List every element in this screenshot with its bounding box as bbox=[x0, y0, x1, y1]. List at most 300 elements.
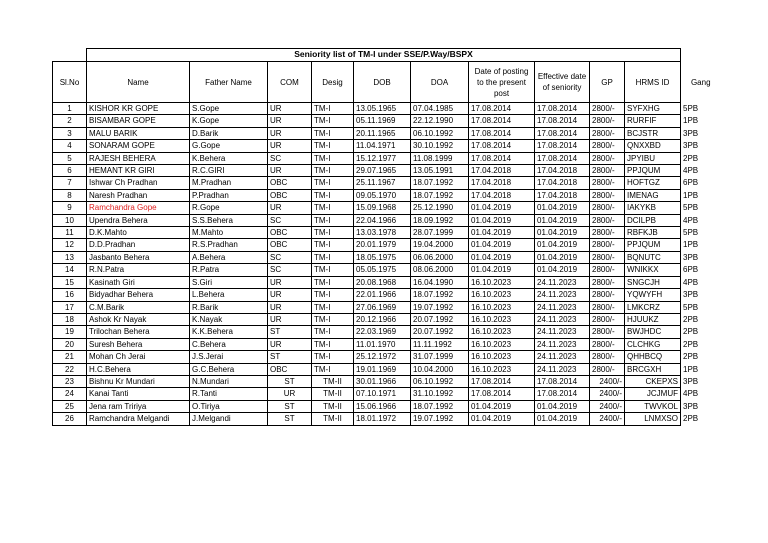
col-header-desig: Desig bbox=[312, 62, 354, 103]
cell-gang: 5PB bbox=[681, 227, 721, 239]
cell-effective: 01.04.2019 bbox=[535, 251, 590, 263]
cell-effective: 01.04.2019 bbox=[535, 214, 590, 226]
cell-effective: 24.11.2023 bbox=[535, 289, 590, 301]
table-row bbox=[53, 400, 721, 412]
cell-gang: 4PB bbox=[681, 276, 721, 288]
cell-name: Kasinath Giri bbox=[87, 276, 190, 288]
cell-gang: 2PB bbox=[681, 413, 721, 425]
cell-dob: 15.12.1977 bbox=[354, 152, 411, 164]
cell-sl: 12 bbox=[53, 239, 87, 251]
cell-father: R.C.GIRI bbox=[190, 165, 268, 177]
cell-gang: 5PB bbox=[681, 301, 721, 313]
cell-father: R.Patra bbox=[190, 264, 268, 276]
cell-desig: TM-I bbox=[312, 202, 354, 214]
cell-com: OBC bbox=[268, 363, 312, 375]
cell-gang: 3PB bbox=[681, 127, 721, 139]
cell-doa: 07.04.1985 bbox=[411, 103, 469, 115]
cell-gp: 2800/- bbox=[590, 165, 625, 177]
cell-posting: 17.08.2014 bbox=[469, 103, 535, 115]
cell-posting: 17.08.2014 bbox=[469, 127, 535, 139]
cell-gang: 1PB bbox=[681, 115, 721, 127]
cell-doa: 18.07.1992 bbox=[411, 189, 469, 201]
cell-sl: 26 bbox=[53, 413, 87, 425]
cell-sl: 20 bbox=[53, 338, 87, 350]
cell-dob: 25.11.1967 bbox=[354, 177, 411, 189]
col-header-slno: Sl.No bbox=[53, 62, 87, 103]
cell-dob: 25.12.1972 bbox=[354, 351, 411, 363]
col-header-dob: DOB bbox=[354, 62, 411, 103]
cell-effective: 24.11.2023 bbox=[535, 351, 590, 363]
table-row bbox=[53, 165, 721, 177]
cell-hrms: DCILPB bbox=[625, 214, 681, 226]
cell-com: ST bbox=[268, 351, 312, 363]
cell-posting: 16.10.2023 bbox=[469, 338, 535, 350]
cell-com: UR bbox=[268, 165, 312, 177]
cell-posting: 01.04.2019 bbox=[469, 264, 535, 276]
cell-dob: 05.11.1969 bbox=[354, 115, 411, 127]
cell-father: C.Behera bbox=[190, 338, 268, 350]
cell-doa: 31.07.1999 bbox=[411, 351, 469, 363]
cell-name: Jena ram Tririya bbox=[87, 400, 190, 412]
table-row bbox=[53, 413, 721, 425]
cell-name: Ashok Kr Nayak bbox=[87, 313, 190, 325]
cell-dob: 20.01.1979 bbox=[354, 239, 411, 251]
cell-name: Jasbanto Behera bbox=[87, 251, 190, 263]
cell-effective: 17.04.2018 bbox=[535, 189, 590, 201]
table-row bbox=[53, 227, 721, 239]
cell-desig: TM-I bbox=[312, 127, 354, 139]
col-header-name: Name bbox=[87, 62, 190, 103]
cell-gang: 2PB bbox=[681, 152, 721, 164]
cell-gang: 3PB bbox=[681, 400, 721, 412]
cell-doa: 18.07.1992 bbox=[411, 177, 469, 189]
cell-father: P.Pradhan bbox=[190, 189, 268, 201]
seniority-table bbox=[52, 48, 721, 426]
cell-father: S.S.Behera bbox=[190, 214, 268, 226]
cell-sl: 5 bbox=[53, 152, 87, 164]
cell-effective: 01.04.2019 bbox=[535, 202, 590, 214]
cell-gp: 2800/- bbox=[590, 227, 625, 239]
cell-com: SC bbox=[268, 214, 312, 226]
cell-doa: 08.06.2000 bbox=[411, 264, 469, 276]
cell-com: UR bbox=[268, 115, 312, 127]
cell-posting: 01.04.2019 bbox=[469, 214, 535, 226]
cell-com: UR bbox=[268, 276, 312, 288]
cell-com: ST bbox=[268, 400, 312, 412]
cell-dob: 15.06.1966 bbox=[354, 400, 411, 412]
cell-desig: TM-I bbox=[312, 363, 354, 375]
table-body bbox=[53, 103, 721, 426]
cell-effective: 01.04.2019 bbox=[535, 264, 590, 276]
table-row bbox=[53, 177, 721, 189]
col-header-com: COM bbox=[268, 62, 312, 103]
cell-gang: 1PB bbox=[681, 363, 721, 375]
cell-dob: 05.05.1975 bbox=[354, 264, 411, 276]
cell-doa: 06.06.2000 bbox=[411, 251, 469, 263]
table-row bbox=[53, 251, 721, 263]
cell-sl: 16 bbox=[53, 289, 87, 301]
cell-father: J.Melgandi bbox=[190, 413, 268, 425]
cell-com: ST bbox=[268, 413, 312, 425]
table-row bbox=[53, 388, 721, 400]
cell-gang: 1PB bbox=[681, 189, 721, 201]
cell-gp: 2800/- bbox=[590, 363, 625, 375]
cell-posting: 17.08.2014 bbox=[469, 388, 535, 400]
cell-gp: 2800/- bbox=[590, 103, 625, 115]
cell-doa: 18.09.1992 bbox=[411, 214, 469, 226]
cell-posting: 17.04.2018 bbox=[469, 177, 535, 189]
cell-father: S.Gope bbox=[190, 103, 268, 115]
cell-sl: 1 bbox=[53, 103, 87, 115]
cell-posting: 17.08.2014 bbox=[469, 115, 535, 127]
cell-com: UR bbox=[268, 388, 312, 400]
cell-dob: 13.03.1978 bbox=[354, 227, 411, 239]
cell-name: Upendra Behera bbox=[87, 214, 190, 226]
cell-hrms: IMENAG bbox=[625, 189, 681, 201]
cell-posting: 16.10.2023 bbox=[469, 276, 535, 288]
cell-father: L.Behera bbox=[190, 289, 268, 301]
cell-gp: 2800/- bbox=[590, 351, 625, 363]
cell-posting: 17.04.2018 bbox=[469, 189, 535, 201]
cell-hrms: QHHBCQ bbox=[625, 351, 681, 363]
cell-posting: 16.10.2023 bbox=[469, 289, 535, 301]
cell-desig: TM-II bbox=[312, 375, 354, 387]
cell-name: H.C.Behera bbox=[87, 363, 190, 375]
cell-gp: 2800/- bbox=[590, 177, 625, 189]
cell-posting: 01.04.2019 bbox=[469, 413, 535, 425]
cell-gang: 2PB bbox=[681, 326, 721, 338]
cell-sl: 2 bbox=[53, 115, 87, 127]
cell-hrms: QNXXBD bbox=[625, 140, 681, 152]
cell-com: SC bbox=[268, 152, 312, 164]
cell-gang: 2PB bbox=[681, 313, 721, 325]
cell-father: J.S.Jerai bbox=[190, 351, 268, 363]
cell-effective: 17.08.2014 bbox=[535, 140, 590, 152]
cell-posting: 17.08.2014 bbox=[469, 375, 535, 387]
cell-gang: 3PB bbox=[681, 140, 721, 152]
table-row bbox=[53, 338, 721, 350]
cell-desig: TM-I bbox=[312, 103, 354, 115]
cell-desig: TM-I bbox=[312, 289, 354, 301]
cell-name: BISAMBAR GOPE bbox=[87, 115, 190, 127]
cell-effective: 17.04.2018 bbox=[535, 165, 590, 177]
cell-father: K.Gope bbox=[190, 115, 268, 127]
cell-father: N.Mundari bbox=[190, 375, 268, 387]
cell-doa: 31.10.1992 bbox=[411, 388, 469, 400]
cell-desig: TM-I bbox=[312, 227, 354, 239]
cell-effective: 24.11.2023 bbox=[535, 276, 590, 288]
cell-gang: 2PB bbox=[681, 338, 721, 350]
cell-com: OBC bbox=[268, 189, 312, 201]
cell-father: O.Tiriya bbox=[190, 400, 268, 412]
table-row bbox=[53, 127, 721, 139]
cell-com: UR bbox=[268, 301, 312, 313]
cell-hrms: HJUUKZ bbox=[625, 313, 681, 325]
cell-name: Kanai Tanti bbox=[87, 388, 190, 400]
cell-gang: 3PB bbox=[681, 289, 721, 301]
cell-dob: 09.05.1970 bbox=[354, 189, 411, 201]
cell-hrms: BRCGXH bbox=[625, 363, 681, 375]
cell-dob: 20.12.1966 bbox=[354, 313, 411, 325]
cell-effective: 17.08.2014 bbox=[535, 375, 590, 387]
table-row bbox=[53, 363, 721, 375]
col-header-hrms: HRMS ID bbox=[625, 62, 681, 103]
cell-effective: 17.04.2018 bbox=[535, 177, 590, 189]
cell-father: D.Barik bbox=[190, 127, 268, 139]
cell-name: R.N.Patra bbox=[87, 264, 190, 276]
cell-gang: 6PB bbox=[681, 264, 721, 276]
cell-posting: 16.10.2023 bbox=[469, 363, 535, 375]
cell-gang: 4PB bbox=[681, 165, 721, 177]
cell-posting: 01.04.2019 bbox=[469, 400, 535, 412]
cell-desig: TM-I bbox=[312, 301, 354, 313]
cell-father: M.Pradhan bbox=[190, 177, 268, 189]
cell-desig: TM-I bbox=[312, 115, 354, 127]
cell-desig: TM-I bbox=[312, 140, 354, 152]
cell-gp: 2800/- bbox=[590, 214, 625, 226]
cell-hrms: BWJHDC bbox=[625, 326, 681, 338]
cell-hrms: CLCHKG bbox=[625, 338, 681, 350]
cell-dob: 22.04.1966 bbox=[354, 214, 411, 226]
title-row bbox=[53, 49, 721, 62]
cell-sl: 10 bbox=[53, 214, 87, 226]
cell-effective: 24.11.2023 bbox=[535, 326, 590, 338]
cell-name: Ishwar Ch Pradhan bbox=[87, 177, 190, 189]
cell-father: K.Behera bbox=[190, 152, 268, 164]
cell-doa: 18.07.1992 bbox=[411, 289, 469, 301]
cell-posting: 01.04.2019 bbox=[469, 227, 535, 239]
col-header-gp: GP bbox=[590, 62, 625, 103]
cell-desig: TM-II bbox=[312, 388, 354, 400]
cell-dob: 15.09.1968 bbox=[354, 202, 411, 214]
cell-gp: 2400/- bbox=[590, 388, 625, 400]
cell-desig: TM-I bbox=[312, 338, 354, 350]
cell-desig: TM-I bbox=[312, 251, 354, 263]
cell-desig: TM-I bbox=[312, 152, 354, 164]
cell-com: UR bbox=[268, 202, 312, 214]
cell-sl: 15 bbox=[53, 276, 87, 288]
cell-sl: 11 bbox=[53, 227, 87, 239]
cell-name: Ramchandra Melgandi bbox=[87, 413, 190, 425]
cell-sl: 9 bbox=[53, 202, 87, 214]
cell-gp: 2800/- bbox=[590, 276, 625, 288]
cell-effective: 17.08.2014 bbox=[535, 103, 590, 115]
cell-doa: 11.08.1999 bbox=[411, 152, 469, 164]
cell-gp: 2800/- bbox=[590, 264, 625, 276]
cell-posting: 16.10.2023 bbox=[469, 351, 535, 363]
cell-name: RAJESH BEHERA bbox=[87, 152, 190, 164]
table-row bbox=[53, 202, 721, 214]
cell-desig: TM-I bbox=[312, 177, 354, 189]
cell-doa: 30.10.1992 bbox=[411, 140, 469, 152]
cell-com: OBC bbox=[268, 177, 312, 189]
cell-dob: 27.06.1969 bbox=[354, 301, 411, 313]
cell-doa: 10.04.2000 bbox=[411, 363, 469, 375]
table-row bbox=[53, 276, 721, 288]
cell-dob: 22.01.1966 bbox=[354, 289, 411, 301]
cell-name: Suresh Behera bbox=[87, 338, 190, 350]
cell-posting: 01.04.2019 bbox=[469, 251, 535, 263]
cell-gang: 4PB bbox=[681, 214, 721, 226]
cell-com: OBC bbox=[268, 227, 312, 239]
cell-dob: 11.04.1971 bbox=[354, 140, 411, 152]
cell-gp: 2400/- bbox=[590, 400, 625, 412]
cell-sl: 22 bbox=[53, 363, 87, 375]
cell-doa: 19.04.2000 bbox=[411, 239, 469, 251]
cell-gp: 2800/- bbox=[590, 140, 625, 152]
cell-desig: TM-I bbox=[312, 165, 354, 177]
cell-dob: 13.05.1965 bbox=[354, 103, 411, 115]
table-row bbox=[53, 351, 721, 363]
cell-gp: 2800/- bbox=[590, 301, 625, 313]
cell-father: K.K.Behera bbox=[190, 326, 268, 338]
cell-sl: 3 bbox=[53, 127, 87, 139]
cell-gp: 2800/- bbox=[590, 115, 625, 127]
cell-gp: 2800/- bbox=[590, 338, 625, 350]
cell-desig: TM-I bbox=[312, 326, 354, 338]
cell-effective: 17.08.2014 bbox=[535, 127, 590, 139]
table-row bbox=[53, 189, 721, 201]
cell-dob: 20.11.1965 bbox=[354, 127, 411, 139]
cell-com: UR bbox=[268, 289, 312, 301]
cell-hrms: PPJQUM bbox=[625, 239, 681, 251]
cell-sl: 17 bbox=[53, 301, 87, 313]
table-row bbox=[53, 326, 721, 338]
cell-gp: 2800/- bbox=[590, 127, 625, 139]
cell-father: K.Nayak bbox=[190, 313, 268, 325]
cell-name: HEMANT KR GIRI bbox=[87, 165, 190, 177]
cell-gp: 2800/- bbox=[590, 251, 625, 263]
cell-com: ST bbox=[268, 375, 312, 387]
cell-gang: 2PB bbox=[681, 351, 721, 363]
cell-doa: 13.05.1991 bbox=[411, 165, 469, 177]
cell-hrms: JPYIBU bbox=[625, 152, 681, 164]
cell-effective: 01.04.2019 bbox=[535, 413, 590, 425]
cell-com: UR bbox=[268, 313, 312, 325]
cell-hrms: RURFIF bbox=[625, 115, 681, 127]
cell-sl: 8 bbox=[53, 189, 87, 201]
table-row bbox=[53, 103, 721, 115]
cell-name: MALU BARIK bbox=[87, 127, 190, 139]
cell-hrms: SNGCJH bbox=[625, 276, 681, 288]
cell-effective: 17.08.2014 bbox=[535, 152, 590, 164]
cell-name: Mohan Ch Jerai bbox=[87, 351, 190, 363]
cell-gang: 1PB bbox=[681, 239, 721, 251]
cell-dob: 18.05.1975 bbox=[354, 251, 411, 263]
cell-father: G.Gope bbox=[190, 140, 268, 152]
cell-doa: 20.07.1992 bbox=[411, 326, 469, 338]
cell-sl: 24 bbox=[53, 388, 87, 400]
cell-doa: 16.04.1990 bbox=[411, 276, 469, 288]
cell-hrms: BCJSTR bbox=[625, 127, 681, 139]
cell-hrms: HOFTGZ bbox=[625, 177, 681, 189]
table-row bbox=[53, 375, 721, 387]
cell-effective: 24.11.2023 bbox=[535, 313, 590, 325]
cell-name: KISHOR KR GOPE bbox=[87, 103, 190, 115]
cell-father: R.Tanti bbox=[190, 388, 268, 400]
cell-gp: 2400/- bbox=[590, 375, 625, 387]
cell-sl: 18 bbox=[53, 313, 87, 325]
cell-hrms: SYFXHG bbox=[625, 103, 681, 115]
cell-doa: 06.10.1992 bbox=[411, 375, 469, 387]
cell-sl: 6 bbox=[53, 165, 87, 177]
cell-gp: 2800/- bbox=[590, 239, 625, 251]
cell-sl: 19 bbox=[53, 326, 87, 338]
cell-desig: TM-I bbox=[312, 276, 354, 288]
cell-com: UR bbox=[268, 140, 312, 152]
cell-father: R.S.Pradhan bbox=[190, 239, 268, 251]
cell-doa: 19.07.1992 bbox=[411, 301, 469, 313]
cell-dob: 19.01.1969 bbox=[354, 363, 411, 375]
seniority-sheet bbox=[52, 48, 768, 426]
cell-doa: 25.12.1990 bbox=[411, 202, 469, 214]
cell-posting: 16.10.2023 bbox=[469, 326, 535, 338]
cell-com: UR bbox=[268, 127, 312, 139]
table-row bbox=[53, 214, 721, 226]
table-row bbox=[53, 301, 721, 313]
cell-hrms: CKEPXS bbox=[625, 375, 681, 387]
table-row bbox=[53, 140, 721, 152]
cell-gang: 5PB bbox=[681, 202, 721, 214]
cell-sl: 13 bbox=[53, 251, 87, 263]
cell-effective: 17.08.2014 bbox=[535, 115, 590, 127]
table-row bbox=[53, 152, 721, 164]
cell-gp: 2800/- bbox=[590, 202, 625, 214]
cell-doa: 18.07.1992 bbox=[411, 400, 469, 412]
cell-gp: 2400/- bbox=[590, 413, 625, 425]
cell-gang: 3PB bbox=[681, 251, 721, 263]
cell-com: OBC bbox=[268, 239, 312, 251]
cell-effective: 24.11.2023 bbox=[535, 338, 590, 350]
cell-com: ST bbox=[268, 326, 312, 338]
cell-hrms: JCJMUF bbox=[625, 388, 681, 400]
cell-hrms: IAKYKB bbox=[625, 202, 681, 214]
cell-gang: 5PB bbox=[681, 103, 721, 115]
cell-dob: 07.10.1971 bbox=[354, 388, 411, 400]
cell-posting: 17.08.2014 bbox=[469, 152, 535, 164]
cell-doa: 06.10.1992 bbox=[411, 127, 469, 139]
cell-desig: TM-II bbox=[312, 400, 354, 412]
table-row bbox=[53, 239, 721, 251]
col-header-posting: Date of posting to the present post bbox=[469, 62, 535, 103]
table-row bbox=[53, 264, 721, 276]
cell-father: R.Gope bbox=[190, 202, 268, 214]
cell-desig: TM-I bbox=[312, 264, 354, 276]
cell-name: Naresh Pradhan bbox=[87, 189, 190, 201]
cell-gp: 2800/- bbox=[590, 313, 625, 325]
cell-posting: 16.10.2023 bbox=[469, 313, 535, 325]
cell-gang: 6PB bbox=[681, 177, 721, 189]
cell-desig: TM-I bbox=[312, 214, 354, 226]
cell-sl: 14 bbox=[53, 264, 87, 276]
cell-father: M.Mahto bbox=[190, 227, 268, 239]
cell-com: SC bbox=[268, 251, 312, 263]
cell-desig: TM-I bbox=[312, 351, 354, 363]
cell-dob: 22.03.1969 bbox=[354, 326, 411, 338]
cell-gp: 2800/- bbox=[590, 326, 625, 338]
cell-sl: 4 bbox=[53, 140, 87, 152]
cell-effective: 24.11.2023 bbox=[535, 363, 590, 375]
col-header-gang: Gang bbox=[690, 77, 711, 87]
cell-dob: 18.01.1972 bbox=[354, 413, 411, 425]
cell-posting: 01.04.2019 bbox=[469, 239, 535, 251]
cell-hrms: YQWYFH bbox=[625, 289, 681, 301]
cell-father: A.Behera bbox=[190, 251, 268, 263]
cell-name: Trilochan Behera bbox=[87, 326, 190, 338]
cell-hrms: TWVKOL bbox=[625, 400, 681, 412]
cell-posting: 17.08.2014 bbox=[469, 140, 535, 152]
cell-name: SONARAM GOPE bbox=[87, 140, 190, 152]
